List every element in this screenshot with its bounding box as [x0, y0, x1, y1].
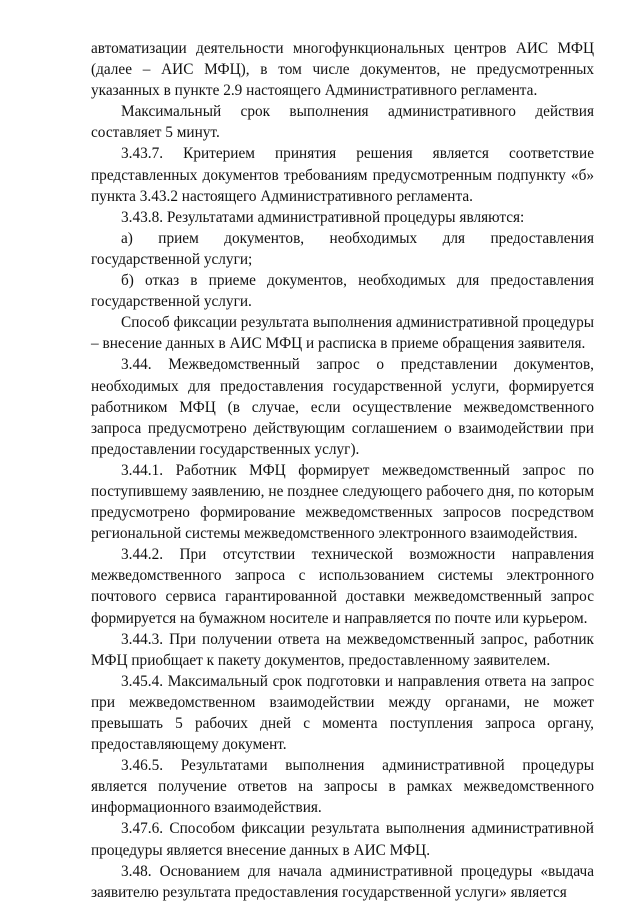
- paragraph-3-47-6: 3.47.6. Способом фиксации результата выполнения административной процедуры является внесение данных в АИС МФЦ.: [91, 820, 594, 859]
- paragraph-3-44: 3.44. Межведомственный запрос о представлении документов, необходимых для предоставления государственной услуги, формируется работником МФЦ (в случае, если осуществление межведомственного запроса предусмотрено действующим соглашением о взаимодействии при предоставлении государственных услуг).: [91, 356, 594, 458]
- list-item-a: а) прием документов, необходимых для предоставления государственной услуги;: [91, 229, 594, 268]
- paragraph-fixation-method: Способ фиксации результата выполнения административной процедуры – внесение данных в АИС МФЦ и расписка в приеме обращения заявителя.: [91, 314, 594, 353]
- paragraph-max-time: Максимальный срок выполнения административного действия составляет 5 минут.: [91, 103, 594, 142]
- paragraph-continuation: автоматизации деятельности многофункциональных центров АИС МФЦ (далее – АИС МФЦ), в том числе документов, не предусмотренных указанных в пункте 2.9 настоящего Административного регламента.: [91, 40, 594, 100]
- paragraph-3-45-4: 3.45.4. Максимальный срок подготовки и направления ответа на запрос при межведомственном взаимодействии между органами, не может превышать 5 рабочих дней с момента поступления запроса органу, предоставляющему документ.: [91, 672, 594, 754]
- paragraph-3-43-7: 3.43.7. Критерием принятия решения является соответствие представленных документов требованиям предусмотренным подпункту «б» пункта 3.43.2 настоящего Административного регламента.: [91, 145, 594, 205]
- paragraph-3-44-3: 3.44.3. При получении ответа на межведомственный запрос, работник МФЦ приобщает к пакету документов, предоставленному заявителем.: [91, 630, 594, 669]
- paragraph-3-44-1: 3.44.1. Работник МФЦ формирует межведомственный запрос по поступившему заявлению, не позднее следующего рабочего дня, по которым предусмотрено формирование межведомственных запросов посредством региональной системы межведомственного электронного взаимодействия.: [91, 461, 594, 543]
- paragraph-3-46-5: 3.46.5. Результатами выполнения административной процедуры является получение ответов на запросы в рамках межведомственного информационного взаимодействия.: [91, 757, 594, 817]
- paragraph-3-44-2: 3.44.2. При отсутствии технической возможности направления межведомственного запроса с использованием системы электронного почтового сервиса гарантированной доставки межведомственный запрос формируется на бумажном носителе и направляется по почте или курьером.: [91, 546, 594, 627]
- paragraph-3-43-8: 3.43.8. Результатами административной процедуры являются:: [121, 208, 525, 226]
- document-page: [91, 38, 594, 903]
- paragraph-3-48: 3.48. Основанием для начала административной процедуры «выдача заявителю результата предоставления государственной услуги» является: [91, 862, 594, 901]
- list-item-b: б) отказ в приеме документов, необходимых для предоставления государственной услуги.: [91, 272, 594, 311]
